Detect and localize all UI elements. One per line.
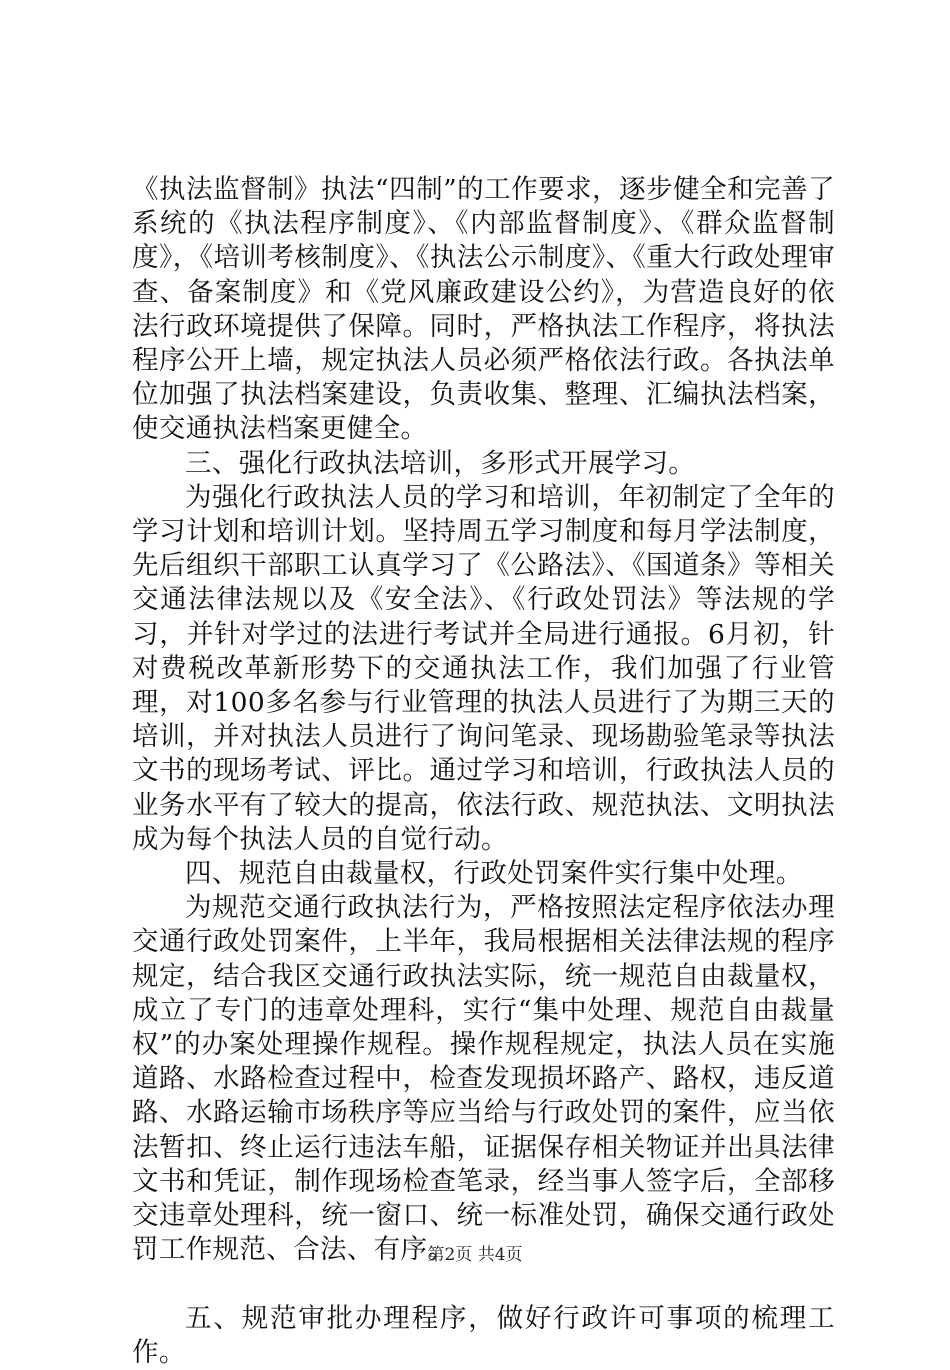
paragraph-penalty-handling: 为规范交通行政执法行为，严格按照法定程序依法办理交通行政处罚案件，上半年，我局根据相关法律法规的程序规定，结合我区交通行政执法实际，统一规范自由裁量权，成立了专门的违章处理科，实行“集中处理、规范自由裁量权”的办案处理操作规程。操作规程规定，执法人员在实施道路、水路检查过程中，检查发现损坏路产、路权，违反道路、水路运输市场秩序等应当给与行政处罚的案件，应当依法暂扣、终止运行违法车船，证据保存相关物证并出具法律文书和凭证，制作现场检查笔录，经当事人签字后，全部移交违章处理科，统一窗口、统一标准处罚，确保交通行政处罚工作规范、合法、有序。 xyxy=(132,892,835,1266)
paragraph-training: 为强化行政执法人员的学习和培训，年初制定了全年的学习计划和培训计划。坚持周五学习制度和每月学法制度，先后组织干部职工认真学习了《公路法》、《国道条》等相关交通法律法规以及《安全法》、《行政处罚法》等法规的学习，并针对学过的法进行考试并全局进行通报。6月初，针对费税改革新形势下的交通执法工作，我们加强了行业管理，对100多名参与行业管理的执法人员进行了为期三天的培训，并对执法人员进行了询问笔录、现场勘验笔录等执法文书的现场考试、评比。通过学习和培训，行政执法人员的业务水平有了较大的提高，依法行政、规范执法、文明执法成为每个执法人员的自觉行动。 xyxy=(132,481,835,855)
section-heading-three: 三、强化行政执法培训，多形式开展学习。 xyxy=(185,447,696,479)
page-number: 第2页 共4页 xyxy=(427,1245,523,1265)
section-heading-five: 五、规范审批办理程序，做好行政许可事项的梳理工作。 xyxy=(132,1302,835,1368)
document-body xyxy=(132,173,835,1370)
section-heading-four: 四、规范自由裁量权，行政处罚案件实行集中处理。 xyxy=(185,858,803,890)
paragraph-continuation: 《执法监督制》执法“四制”的工作要求，逐步健全和完善了系统的《执法程序制度》、《内部监督制度》、《群众监督制度》，《培训考核制度》、《执法公示制度》、《重大行政处理审查、备案制度》和《党风廉政建设公约》，为营造良好的依法行政环境提供了保障。同时，严格执法工作程序，将执法程序公开上墙，规定执法人员必须严格依法行政。各执法单位加强了执法档案建设，负责收集、整理、汇编执法档案，使交通执法档案更健全。 xyxy=(132,174,835,445)
page-footer xyxy=(0,1245,950,1265)
